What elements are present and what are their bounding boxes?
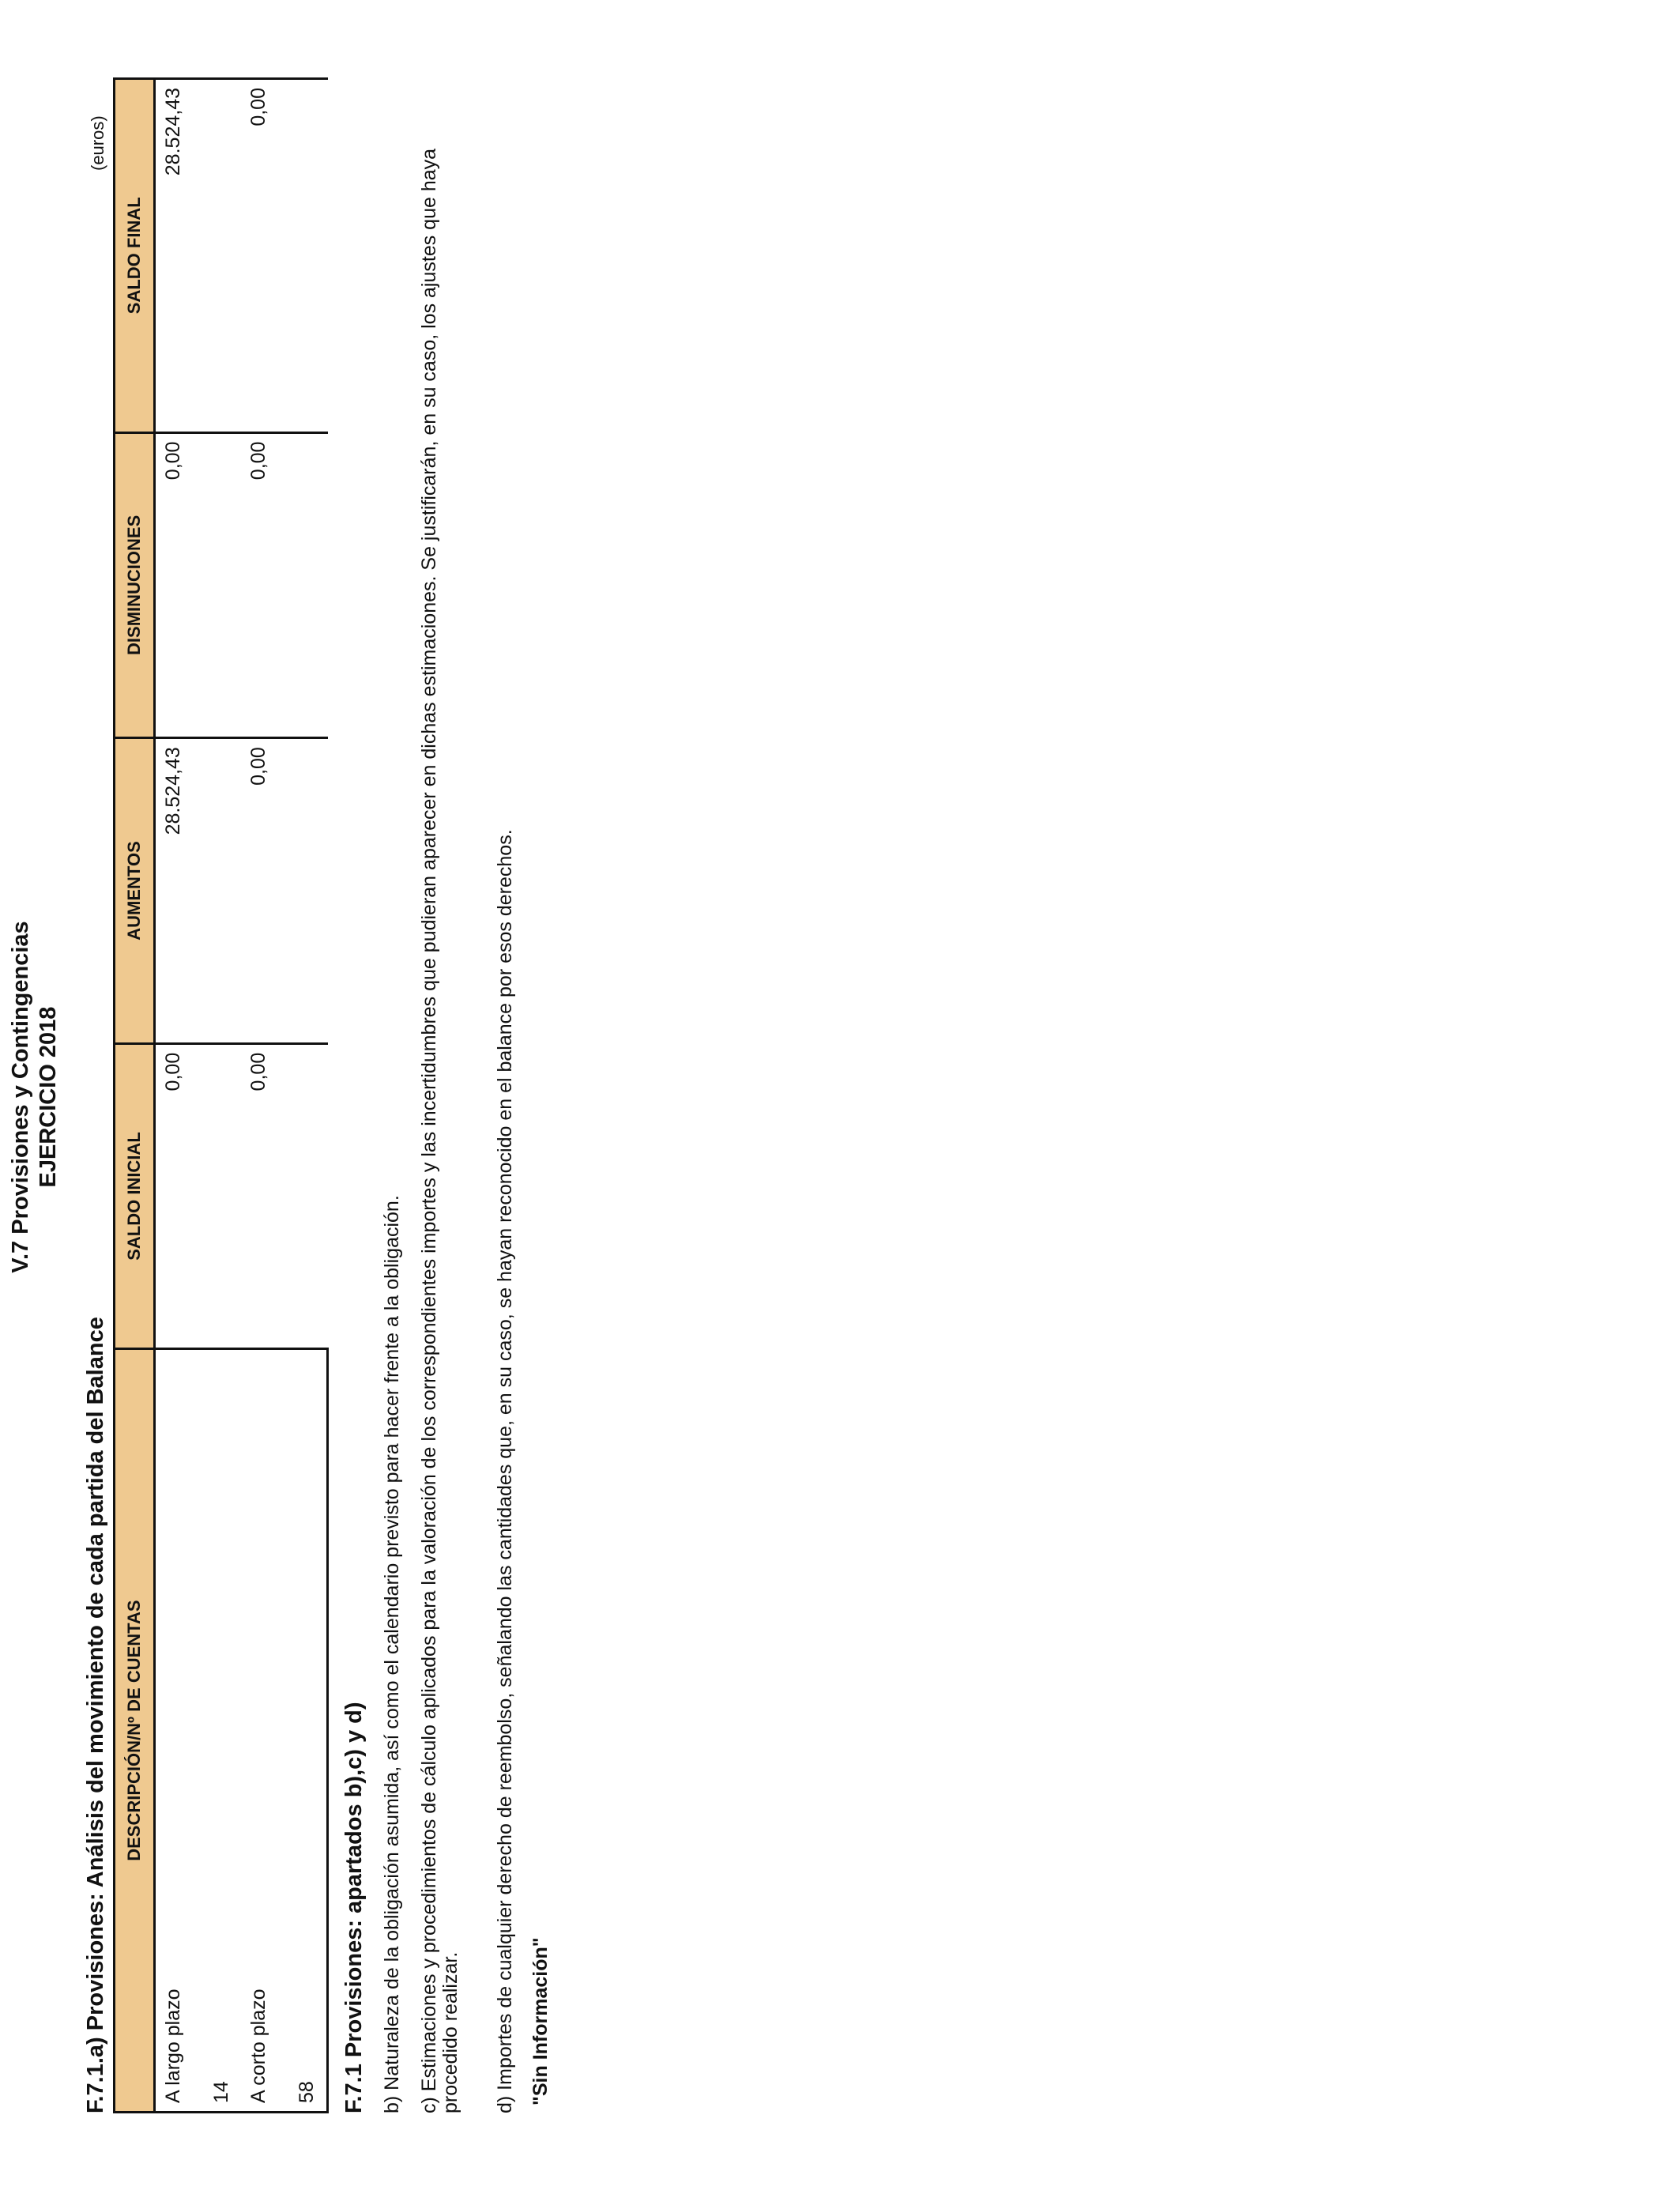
col-header-aumentos: AUMENTOS: [115, 738, 155, 1044]
cell-aumentos: 28.524,43: [155, 738, 242, 1044]
cell-saldo-inicial: 0,00: [241, 1043, 328, 1349]
col-header-description: DESCRIPCIÓN/Nº DE CUENTAS: [115, 1349, 155, 2113]
cell-saldo-final: 28.524,43: [155, 79, 242, 433]
section-b-heading: F.7.1 Provisiones: apartados b),c) y d): [341, 1702, 367, 2113]
section-a-heading: F.7.1.a) Provisiones: Análisis del movimiento de cada partida del Balance: [83, 1317, 108, 2113]
table-row: [241, 79, 287, 2113]
col-header-disminuciones: DISMINUCIONES: [115, 432, 155, 738]
paragraph-b: b) Naturaleza de la obligación asumida, así como el calendario previsto para hacer frente a la obligación.: [381, 1195, 403, 2113]
row-account: 14: [202, 1349, 241, 2113]
cell-saldo-final: 0,00: [241, 79, 328, 433]
provisions-table: [113, 77, 329, 2113]
cell-disminuciones: 0,00: [241, 432, 328, 738]
page-title: V.7 Provisiones y Contingencias: [8, 921, 33, 1273]
row-account: 58: [287, 1349, 328, 2113]
paragraph-d: d) Importes de cualquier derecho de reembolso, señalando las cantidades que, en su caso, se hayan reconocido en el balance por esos derechos.: [494, 829, 516, 2113]
paragraph-c: c) Estimaciones y procedimientos de cálculo aplicados para la valoración de los correspondientes importes y las incertidumbres que pudieran aparecer en dichas estimaciones. Se justificarán, en su caso, los ajustes que haya procedido realizar.: [418, 148, 461, 2113]
col-header-saldo-final: SALDO FINAL: [115, 79, 155, 433]
no-information-note: "Sin Información": [529, 1937, 552, 2105]
units-label: (euros): [88, 115, 107, 171]
page-subtitle: EJERCICIO 2018: [36, 1006, 61, 1188]
row-label: A largo plazo: [155, 1349, 202, 2113]
cell-aumentos: 0,00: [241, 738, 328, 1044]
cell-saldo-inicial: 0,00: [155, 1043, 242, 1349]
table-header-row: [115, 79, 155, 2113]
table-row: [155, 79, 202, 2113]
row-label: A corto plazo: [241, 1349, 287, 2113]
col-header-saldo-inicial: SALDO INICIAL: [115, 1043, 155, 1349]
cell-disminuciones: 0,00: [155, 432, 242, 738]
